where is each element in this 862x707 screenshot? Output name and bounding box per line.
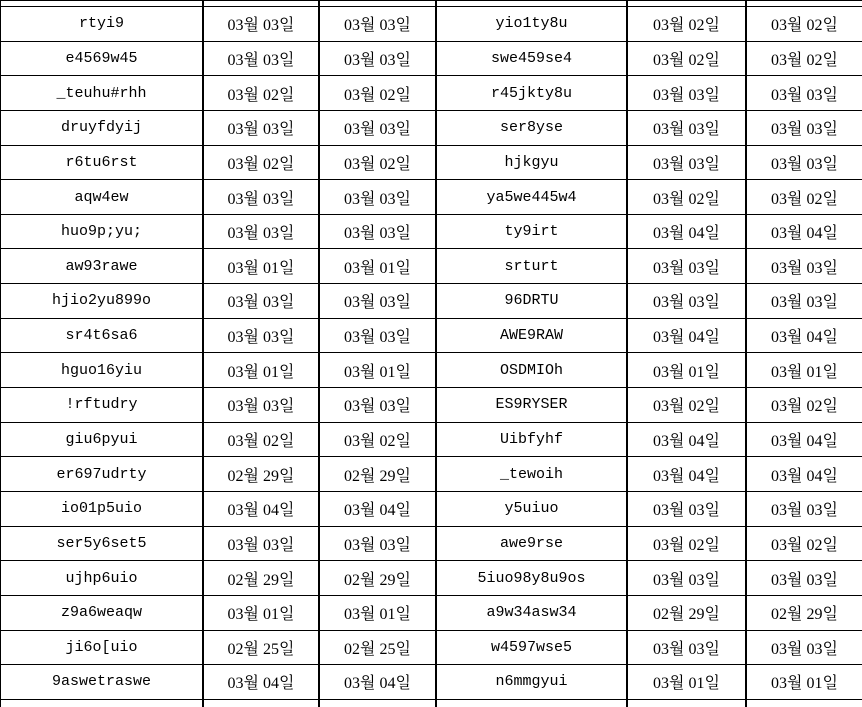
cell-r11-c5[interactable]: 03월 01일: [628, 353, 747, 388]
cell-r14-c5[interactable]: 03월 04일: [628, 457, 747, 492]
cell-r5-c3[interactable]: 03월 02일: [320, 146, 437, 181]
cell-r8-c5[interactable]: 03월 03일: [628, 249, 747, 284]
cell-r19-c4[interactable]: w4597wse5: [437, 631, 628, 666]
cell-r12-c2[interactable]: 03월 03일: [204, 388, 320, 423]
cell-r5-c4[interactable]: hjkgyu: [437, 146, 628, 181]
cell-r5-c1[interactable]: r6tu6rst: [0, 146, 204, 181]
cell-r2-c2[interactable]: 03월 03일: [204, 42, 320, 77]
partial-row-bottom-cell: [747, 700, 862, 707]
cell-r20-c6[interactable]: 03월 01일: [747, 665, 862, 700]
cell-r1-c4[interactable]: yio1ty8u: [437, 7, 628, 42]
cell-r8-c4[interactable]: srturt: [437, 249, 628, 284]
partial-row-top-cell: [0, 0, 204, 7]
cell-r3-c3[interactable]: 03월 02일: [320, 76, 437, 111]
cell-r2-c3[interactable]: 03월 03일: [320, 42, 437, 77]
cell-r19-c3[interactable]: 02월 25일: [320, 631, 437, 666]
cell-r10-c5[interactable]: 03월 04일: [628, 319, 747, 354]
cell-r8-c1[interactable]: aw93rawe: [0, 249, 204, 284]
cell-r19-c2[interactable]: 02월 25일: [204, 631, 320, 666]
cell-r17-c6[interactable]: 03월 03일: [747, 561, 862, 596]
cell-r15-c1[interactable]: io01p5uio: [0, 492, 204, 527]
cell-r19-c6[interactable]: 03월 03일: [747, 631, 862, 666]
cell-r1-c1[interactable]: rtyi9: [0, 7, 204, 42]
cell-r4-c5[interactable]: 03월 03일: [628, 111, 747, 146]
cell-r20-c4[interactable]: n6mmgyui: [437, 665, 628, 700]
cell-r8-c2[interactable]: 03월 01일: [204, 249, 320, 284]
cell-r9-c5[interactable]: 03월 03일: [628, 284, 747, 319]
cell-r6-c3[interactable]: 03월 03일: [320, 180, 437, 215]
cell-r7-c1[interactable]: huo9p;yu;: [0, 215, 204, 250]
cell-r6-c6[interactable]: 03월 02일: [747, 180, 862, 215]
cell-r12-c4[interactable]: ES9RYSER: [437, 388, 628, 423]
partial-row-bottom-cell: [0, 700, 204, 707]
cell-r7-c2[interactable]: 03월 03일: [204, 215, 320, 250]
cell-r6-c5[interactable]: 03월 02일: [628, 180, 747, 215]
cell-r17-c2[interactable]: 02월 29일: [204, 561, 320, 596]
cell-r5-c5[interactable]: 03월 03일: [628, 146, 747, 181]
cell-r6-c1[interactable]: aqw4ew: [0, 180, 204, 215]
partial-row-bottom-cell: [204, 700, 320, 707]
cell-r7-c5[interactable]: 03월 04일: [628, 215, 747, 250]
cell-r17-c5[interactable]: 03월 03일: [628, 561, 747, 596]
cell-r18-c2[interactable]: 03월 01일: [204, 596, 320, 631]
cell-r9-c6[interactable]: 03월 03일: [747, 284, 862, 319]
cell-r1-c6[interactable]: 03월 02일: [747, 7, 862, 42]
cell-r15-c4[interactable]: y5uiuo: [437, 492, 628, 527]
cell-r10-c2[interactable]: 03월 03일: [204, 319, 320, 354]
cell-r13-c1[interactable]: giu6pyui: [0, 423, 204, 458]
cell-r4-c2[interactable]: 03월 03일: [204, 111, 320, 146]
cell-r16-c4[interactable]: awe9rse: [437, 527, 628, 562]
cell-r16-c3[interactable]: 03월 03일: [320, 527, 437, 562]
partial-row-top-cell: [320, 0, 437, 7]
cell-r8-c3[interactable]: 03월 01일: [320, 249, 437, 284]
cell-r16-c1[interactable]: ser5y6set5: [0, 527, 204, 562]
partial-row-bottom-cell: [437, 700, 628, 707]
cell-r3-c6[interactable]: 03월 03일: [747, 76, 862, 111]
cell-r7-c6[interactable]: 03월 04일: [747, 215, 862, 250]
cell-r1-c2[interactable]: 03월 03일: [204, 7, 320, 42]
cell-r1-c5[interactable]: 03월 02일: [628, 7, 747, 42]
cell-r3-c2[interactable]: 03월 02일: [204, 76, 320, 111]
cell-r9-c2[interactable]: 03월 03일: [204, 284, 320, 319]
cell-r16-c2[interactable]: 03월 03일: [204, 527, 320, 562]
cell-r12-c5[interactable]: 03월 02일: [628, 388, 747, 423]
cell-r13-c4[interactable]: Uibfyhf: [437, 423, 628, 458]
partial-row-top-cell: [628, 0, 747, 7]
cell-r16-c5[interactable]: 03월 02일: [628, 527, 747, 562]
cell-r10-c4[interactable]: AWE9RAW: [437, 319, 628, 354]
cell-r11-c6[interactable]: 03월 01일: [747, 353, 862, 388]
partial-row-top-cell: [747, 0, 862, 7]
cell-r19-c5[interactable]: 03월 03일: [628, 631, 747, 666]
cell-r4-c1[interactable]: druyfdyij: [0, 111, 204, 146]
cell-r6-c2[interactable]: 03월 03일: [204, 180, 320, 215]
cell-r17-c1[interactable]: ujhp6uio: [0, 561, 204, 596]
cell-r6-c4[interactable]: ya5we445w4: [437, 180, 628, 215]
cell-r4-c4[interactable]: ser8yse: [437, 111, 628, 146]
cell-r12-c3[interactable]: 03월 03일: [320, 388, 437, 423]
cell-r4-c3[interactable]: 03월 03일: [320, 111, 437, 146]
cell-r10-c1[interactable]: sr4t6sa6: [0, 319, 204, 354]
partial-row-bottom-cell: [320, 700, 437, 707]
cell-r13-c2[interactable]: 03월 02일: [204, 423, 320, 458]
cell-r15-c2[interactable]: 03월 04일: [204, 492, 320, 527]
cell-r9-c4[interactable]: 96DRTU: [437, 284, 628, 319]
cell-r8-c6[interactable]: 03월 03일: [747, 249, 862, 284]
cell-r13-c5[interactable]: 03월 04일: [628, 423, 747, 458]
cell-r3-c4[interactable]: r45jkty8u: [437, 76, 628, 111]
partial-row-bottom-cell: [628, 700, 747, 707]
cell-r12-c6[interactable]: 03월 02일: [747, 388, 862, 423]
cell-r15-c5[interactable]: 03월 03일: [628, 492, 747, 527]
cell-r20-c1[interactable]: 9aswetraswe: [0, 665, 204, 700]
cell-r14-c3[interactable]: 02월 29일: [320, 457, 437, 492]
cell-r14-c2[interactable]: 02월 29일: [204, 457, 320, 492]
cell-r18-c6[interactable]: 02월 29일: [747, 596, 862, 631]
cell-r5-c2[interactable]: 03월 02일: [204, 146, 320, 181]
cell-r4-c6[interactable]: 03월 03일: [747, 111, 862, 146]
cell-r11-c2[interactable]: 03월 01일: [204, 353, 320, 388]
cell-r7-c4[interactable]: ty9irt: [437, 215, 628, 250]
cell-r11-c4[interactable]: OSDMIOh: [437, 353, 628, 388]
cell-r5-c6[interactable]: 03월 03일: [747, 146, 862, 181]
partial-row-top-cell: [437, 0, 628, 7]
cell-r2-c5[interactable]: 03월 02일: [628, 42, 747, 77]
cell-r14-c1[interactable]: er697udrty: [0, 457, 204, 492]
cell-r18-c4[interactable]: a9w34asw34: [437, 596, 628, 631]
cell-r11-c3[interactable]: 03월 01일: [320, 353, 437, 388]
cell-r3-c5[interactable]: 03월 03일: [628, 76, 747, 111]
cell-r18-c3[interactable]: 03월 01일: [320, 596, 437, 631]
cell-r10-c6[interactable]: 03월 04일: [747, 319, 862, 354]
cell-r16-c6[interactable]: 03월 02일: [747, 527, 862, 562]
cell-r2-c1[interactable]: e4569w45: [0, 42, 204, 77]
cell-r1-c3[interactable]: 03월 03일: [320, 7, 437, 42]
cell-r12-c1[interactable]: !rftudry: [0, 388, 204, 423]
cell-r3-c1[interactable]: _teuhu#rhh: [0, 76, 204, 111]
cell-r17-c4[interactable]: 5iuo98y8u9os: [437, 561, 628, 596]
cell-r9-c1[interactable]: hjio2yu899o: [0, 284, 204, 319]
cell-r7-c3[interactable]: 03월 03일: [320, 215, 437, 250]
cell-r15-c3[interactable]: 03월 04일: [320, 492, 437, 527]
cell-r13-c3[interactable]: 03월 02일: [320, 423, 437, 458]
cell-r2-c4[interactable]: swe459se4: [437, 42, 628, 77]
cell-r11-c1[interactable]: hguo16yiu: [0, 353, 204, 388]
cell-r20-c3[interactable]: 03월 04일: [320, 665, 437, 700]
cell-r14-c4[interactable]: _tewoih: [437, 457, 628, 492]
cell-r20-c2[interactable]: 03월 04일: [204, 665, 320, 700]
cell-r15-c6[interactable]: 03월 03일: [747, 492, 862, 527]
cell-r19-c1[interactable]: ji6o[uio: [0, 631, 204, 666]
cell-r2-c6[interactable]: 03월 02일: [747, 42, 862, 77]
cell-r13-c6[interactable]: 03월 04일: [747, 423, 862, 458]
cell-r10-c3[interactable]: 03월 03일: [320, 319, 437, 354]
cell-r20-c5[interactable]: 03월 01일: [628, 665, 747, 700]
cell-r17-c3[interactable]: 02월 29일: [320, 561, 437, 596]
cell-r18-c5[interactable]: 02월 29일: [628, 596, 747, 631]
partial-row-top-cell: [204, 0, 320, 7]
cell-r14-c6[interactable]: 03월 04일: [747, 457, 862, 492]
cell-r9-c3[interactable]: 03월 03일: [320, 284, 437, 319]
cell-r18-c1[interactable]: z9a6weaqw: [0, 596, 204, 631]
